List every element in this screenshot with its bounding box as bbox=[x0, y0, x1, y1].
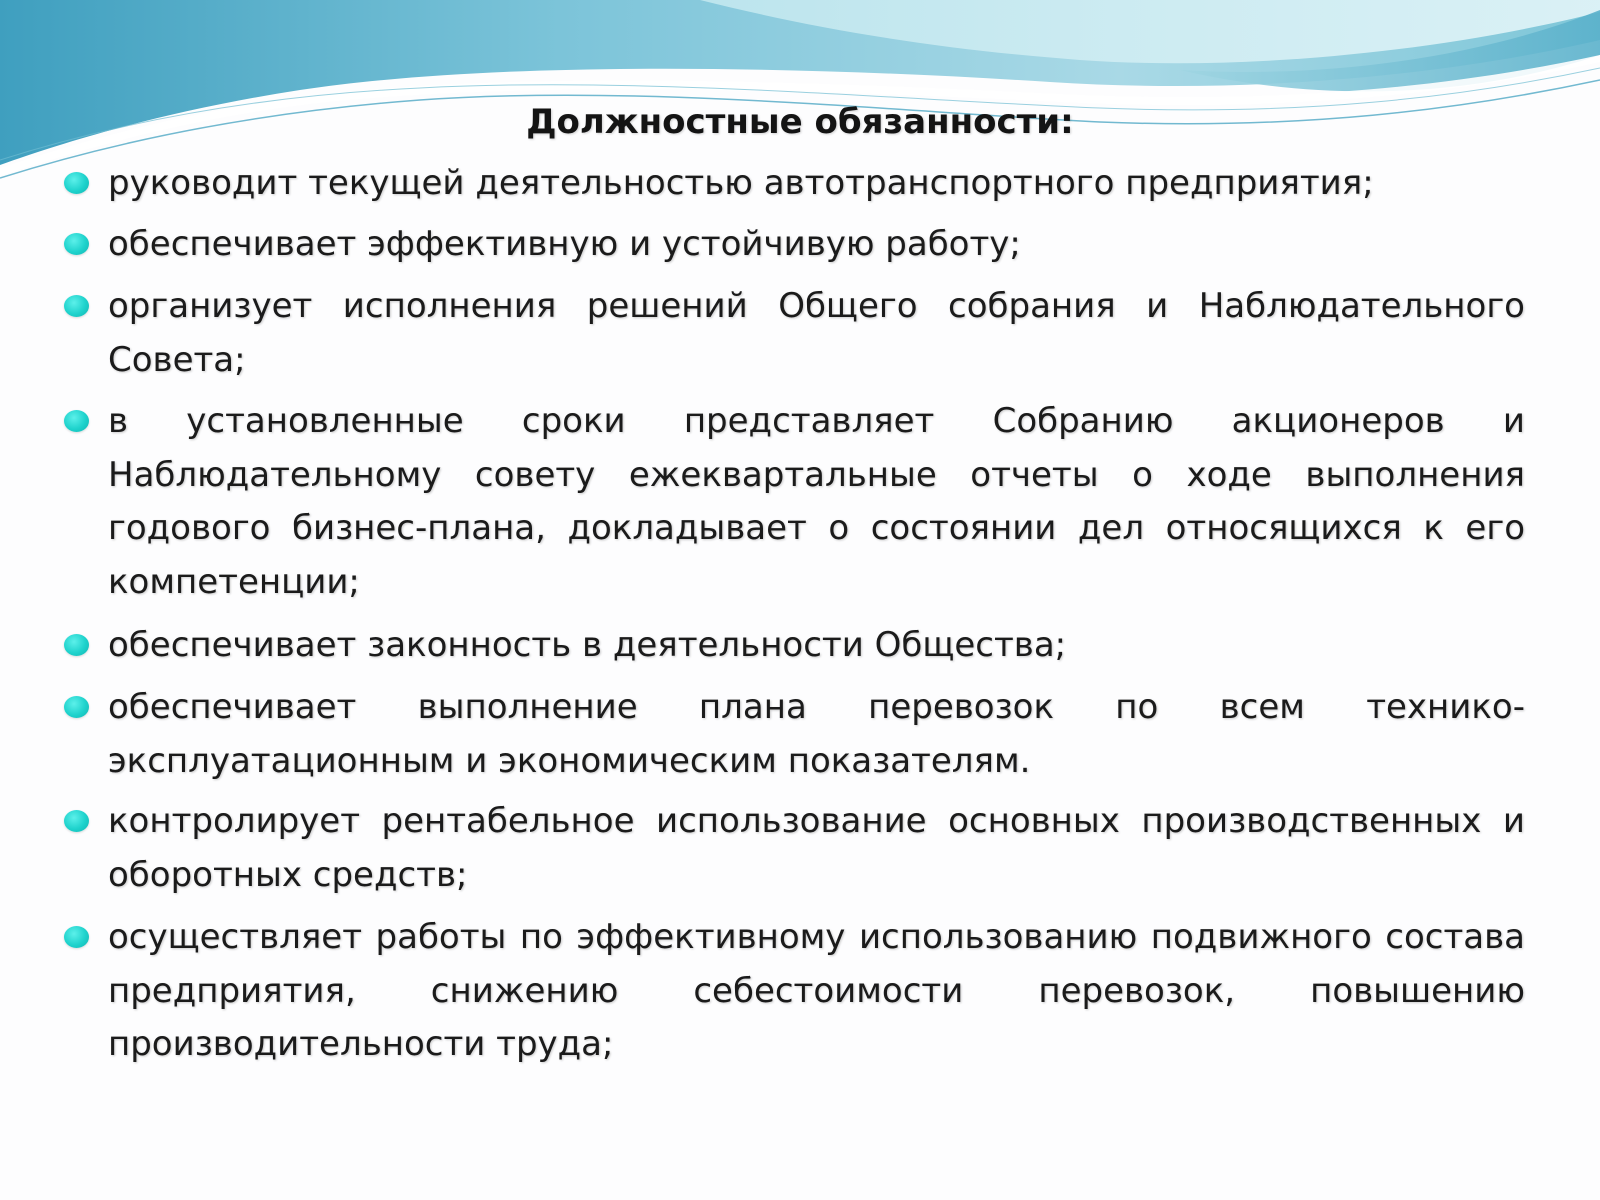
bullet-dot-icon bbox=[64, 172, 89, 194]
list-item-text: в установленные сроки представляет Собранию акционеров и Наблюдательному совету ежеквартальные отчеты о ходе выполнения годового бизнес-плана, докладывает о состоянии дел относящихся к его компетенции; bbox=[108, 401, 1525, 602]
list-item-text: осуществляет работы по эффективному использованию подвижного состава предприятия, снижению себестоимости перевозок, повышению производительности труда; bbox=[108, 917, 1525, 1064]
slide-title: Должностные обязанности: bbox=[526, 102, 1074, 142]
list-item bbox=[108, 795, 1525, 902]
list-item-text: организует исполнения решений Общего собрания и Наблюдательного Совета; bbox=[108, 286, 1525, 380]
list-item bbox=[108, 218, 1525, 272]
list-item bbox=[108, 280, 1525, 387]
bullet-dot-icon bbox=[64, 926, 89, 948]
list-item-text: обеспечивает выполнение плана перевозок по всем технико-эксплуатационным и экономическим показателям. bbox=[108, 687, 1525, 781]
bullet-dot-icon bbox=[64, 810, 89, 832]
bullet-dot-icon bbox=[64, 410, 89, 432]
list-item bbox=[108, 157, 1525, 211]
list-item-text: обеспечивает эффективную и устойчивую работу; bbox=[108, 224, 1021, 264]
bullet-dot-icon bbox=[64, 295, 89, 317]
list-item bbox=[108, 395, 1525, 609]
list-item bbox=[108, 619, 1525, 673]
list-item bbox=[108, 681, 1525, 788]
list-item-text: контролирует рентабельное использование основных производственных и оборотных средств; bbox=[108, 801, 1525, 895]
bullet-dot-icon bbox=[64, 634, 89, 656]
bullet-dot-icon bbox=[64, 233, 89, 255]
list-item bbox=[108, 911, 1525, 1072]
list-item-text: обеспечивает законность в деятельности Общества; bbox=[108, 625, 1067, 665]
bullet-dot-icon bbox=[64, 696, 89, 718]
list-item-text: руководит текущей деятельностью автотранспортного предприятия; bbox=[108, 163, 1374, 203]
